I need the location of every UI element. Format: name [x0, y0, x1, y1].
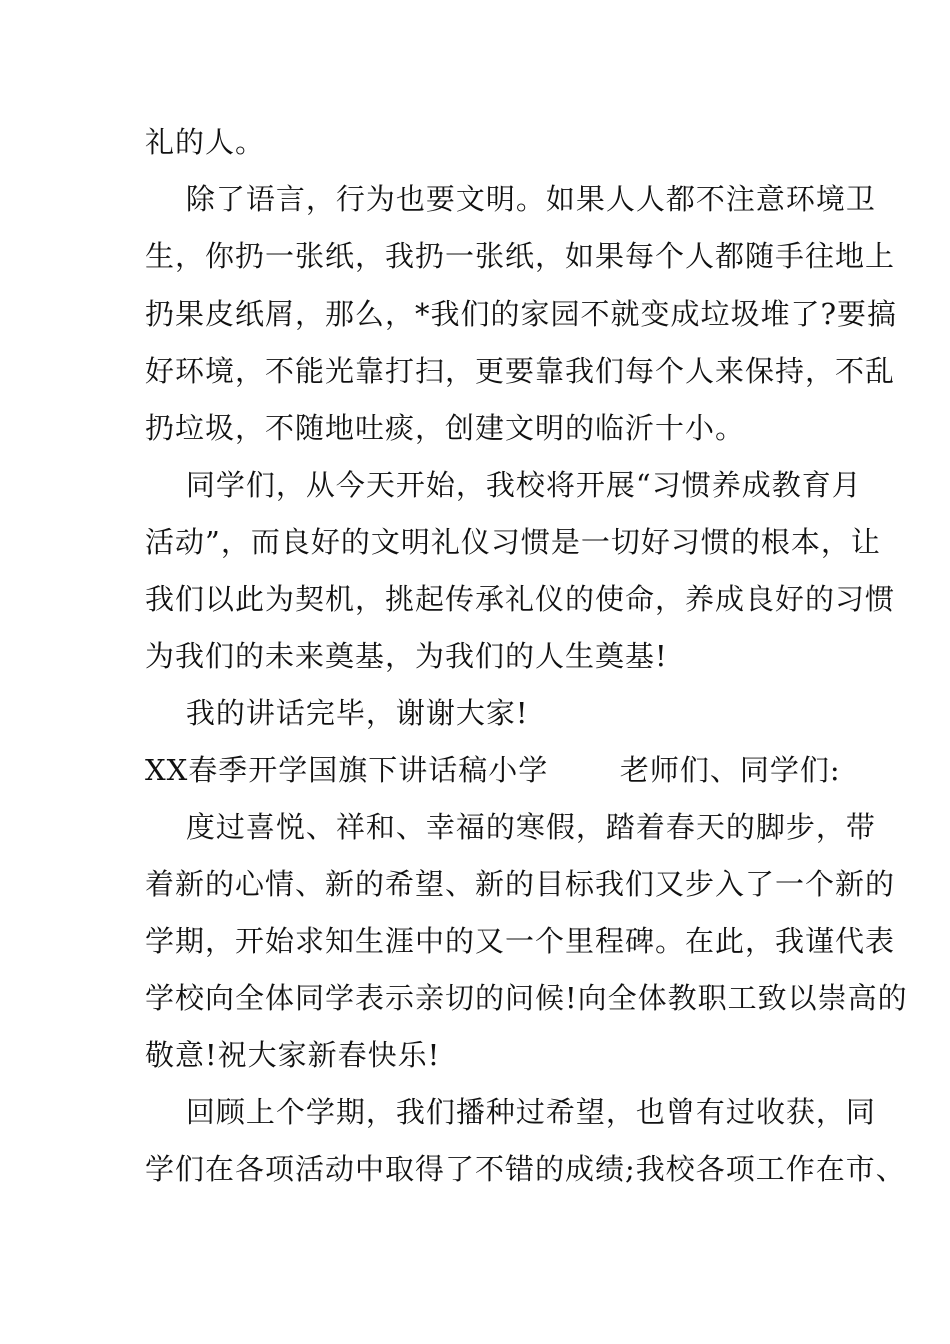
- text-line: 扔果皮纸屑，那么，*我们的家园不就变成垃圾堆了?要搞: [145, 297, 898, 331]
- text-line: 活动”，而良好的文明礼仪习惯是一切好习惯的根本，让: [145, 525, 881, 559]
- text-line: 敬意!祝大家新春快乐!: [145, 1038, 441, 1072]
- text-line: 好环境，不能光靠打扫，更要靠我们每个人来保持，不乱: [145, 354, 896, 388]
- text-line: 生，你扔一张纸，我扔一张纸，如果每个人都随手往地上: [145, 239, 896, 273]
- text-line: 学校向全体同学表示亲切的问候!向全体教职工致以崇高的: [145, 981, 908, 1015]
- text-line: 着新的心情、新的希望、新的目标我们又步入了一个新的: [145, 867, 896, 901]
- text-line: 礼的人。: [145, 125, 266, 159]
- text-line: 学们在各项活动中取得了不错的成绩;我校各项工作在市、: [145, 1152, 906, 1186]
- text-line: 学期，开始求知生涯中的又一个里程碑。在此，我谨代表: [145, 924, 896, 958]
- text-line: 度过喜悦、祥和、幸福的寒假，踏着春天的脚步，带: [145, 810, 876, 844]
- text-line: 回顾上个学期，我们播种过希望，也曾有过收获，同: [145, 1095, 876, 1129]
- section-title: XX春季开学国旗下讲话稿小学 老师们、同学们:: [145, 753, 841, 787]
- text-line: 我们以此为契机，挑起传承礼仪的使命，养成良好的习惯: [145, 582, 896, 616]
- text-line: 除了语言，行为也要文明。如果人人都不注意环境卫: [145, 182, 876, 216]
- text-line: 同学们，从今天开始，我校将开展“习惯养成教育月: [145, 468, 862, 502]
- text-line: 扔垃圾，不随地吐痰，创建文明的临沂十小。: [145, 411, 746, 445]
- text-line: 我的讲话完毕，谢谢大家!: [145, 696, 529, 730]
- text-line: 为我们的未来奠基，为我们的人生奠基!: [145, 639, 668, 673]
